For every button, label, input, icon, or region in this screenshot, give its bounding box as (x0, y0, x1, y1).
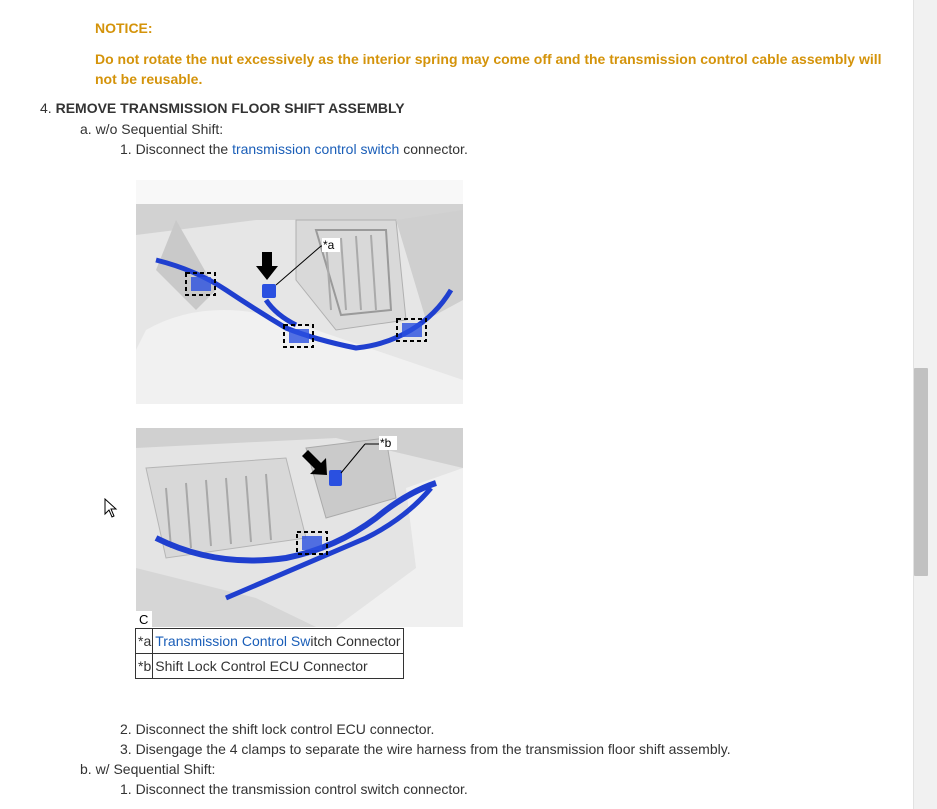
callout-a: *a (323, 238, 335, 252)
legend-row (136, 629, 404, 654)
substep-a-step-2: 2. Disconnect the shift lock control ECU connector. (120, 721, 435, 737)
legend-key: *a (136, 629, 153, 654)
step-title: REMOVE TRANSMISSION FLOOR SHIFT ASSEMBLY (55, 100, 405, 116)
figure-bottom-panel (136, 428, 463, 627)
transmission-control-switch-link[interactable]: transmission control switch (232, 141, 400, 157)
step-1-suffix: connector. (399, 141, 468, 157)
vertical-scrollbar-thumb[interactable] (914, 368, 928, 576)
transmission-control-switch-legend-link[interactable]: Transmission Control Sw (155, 633, 311, 649)
legend-value-rest: itch Connector (310, 633, 401, 649)
legend-value (153, 629, 403, 654)
figure-bottom-illustration (136, 428, 463, 627)
substep-a-label: a. w/o Sequential Shift: (80, 121, 224, 137)
figure-top-panel (136, 180, 463, 404)
notice-title: NOTICE: (95, 20, 153, 36)
mouse-cursor-icon (104, 498, 118, 518)
figure-corner-label: C (139, 612, 149, 627)
step-1-prefix: 1. Disconnect the (120, 141, 233, 157)
substep-a-step-3: 3. Disengage the 4 clamps to separate the wire harness from the transmission floor shift assembly. (120, 741, 731, 757)
substep-a-step-1 (120, 141, 468, 157)
step-number: 4. (40, 100, 52, 116)
notice-body: Do not rotate the nut excessively as the interior spring may come off and the transmission control cable assembly will not be reusable. (95, 51, 882, 87)
legend-key: *b (136, 654, 153, 679)
legend-row (136, 654, 404, 679)
substep-b-step-1: 1. Disconnect the transmission control switch connector. (120, 781, 468, 797)
callout-b: *b (380, 436, 392, 450)
legend-value: Shift Lock Control ECU Connector (153, 654, 403, 679)
figure-legend-table (135, 628, 404, 679)
step-4-heading (40, 100, 405, 116)
substep-b-label: b. w/ Sequential Shift: (80, 761, 216, 777)
figure-top-illustration (136, 180, 463, 404)
